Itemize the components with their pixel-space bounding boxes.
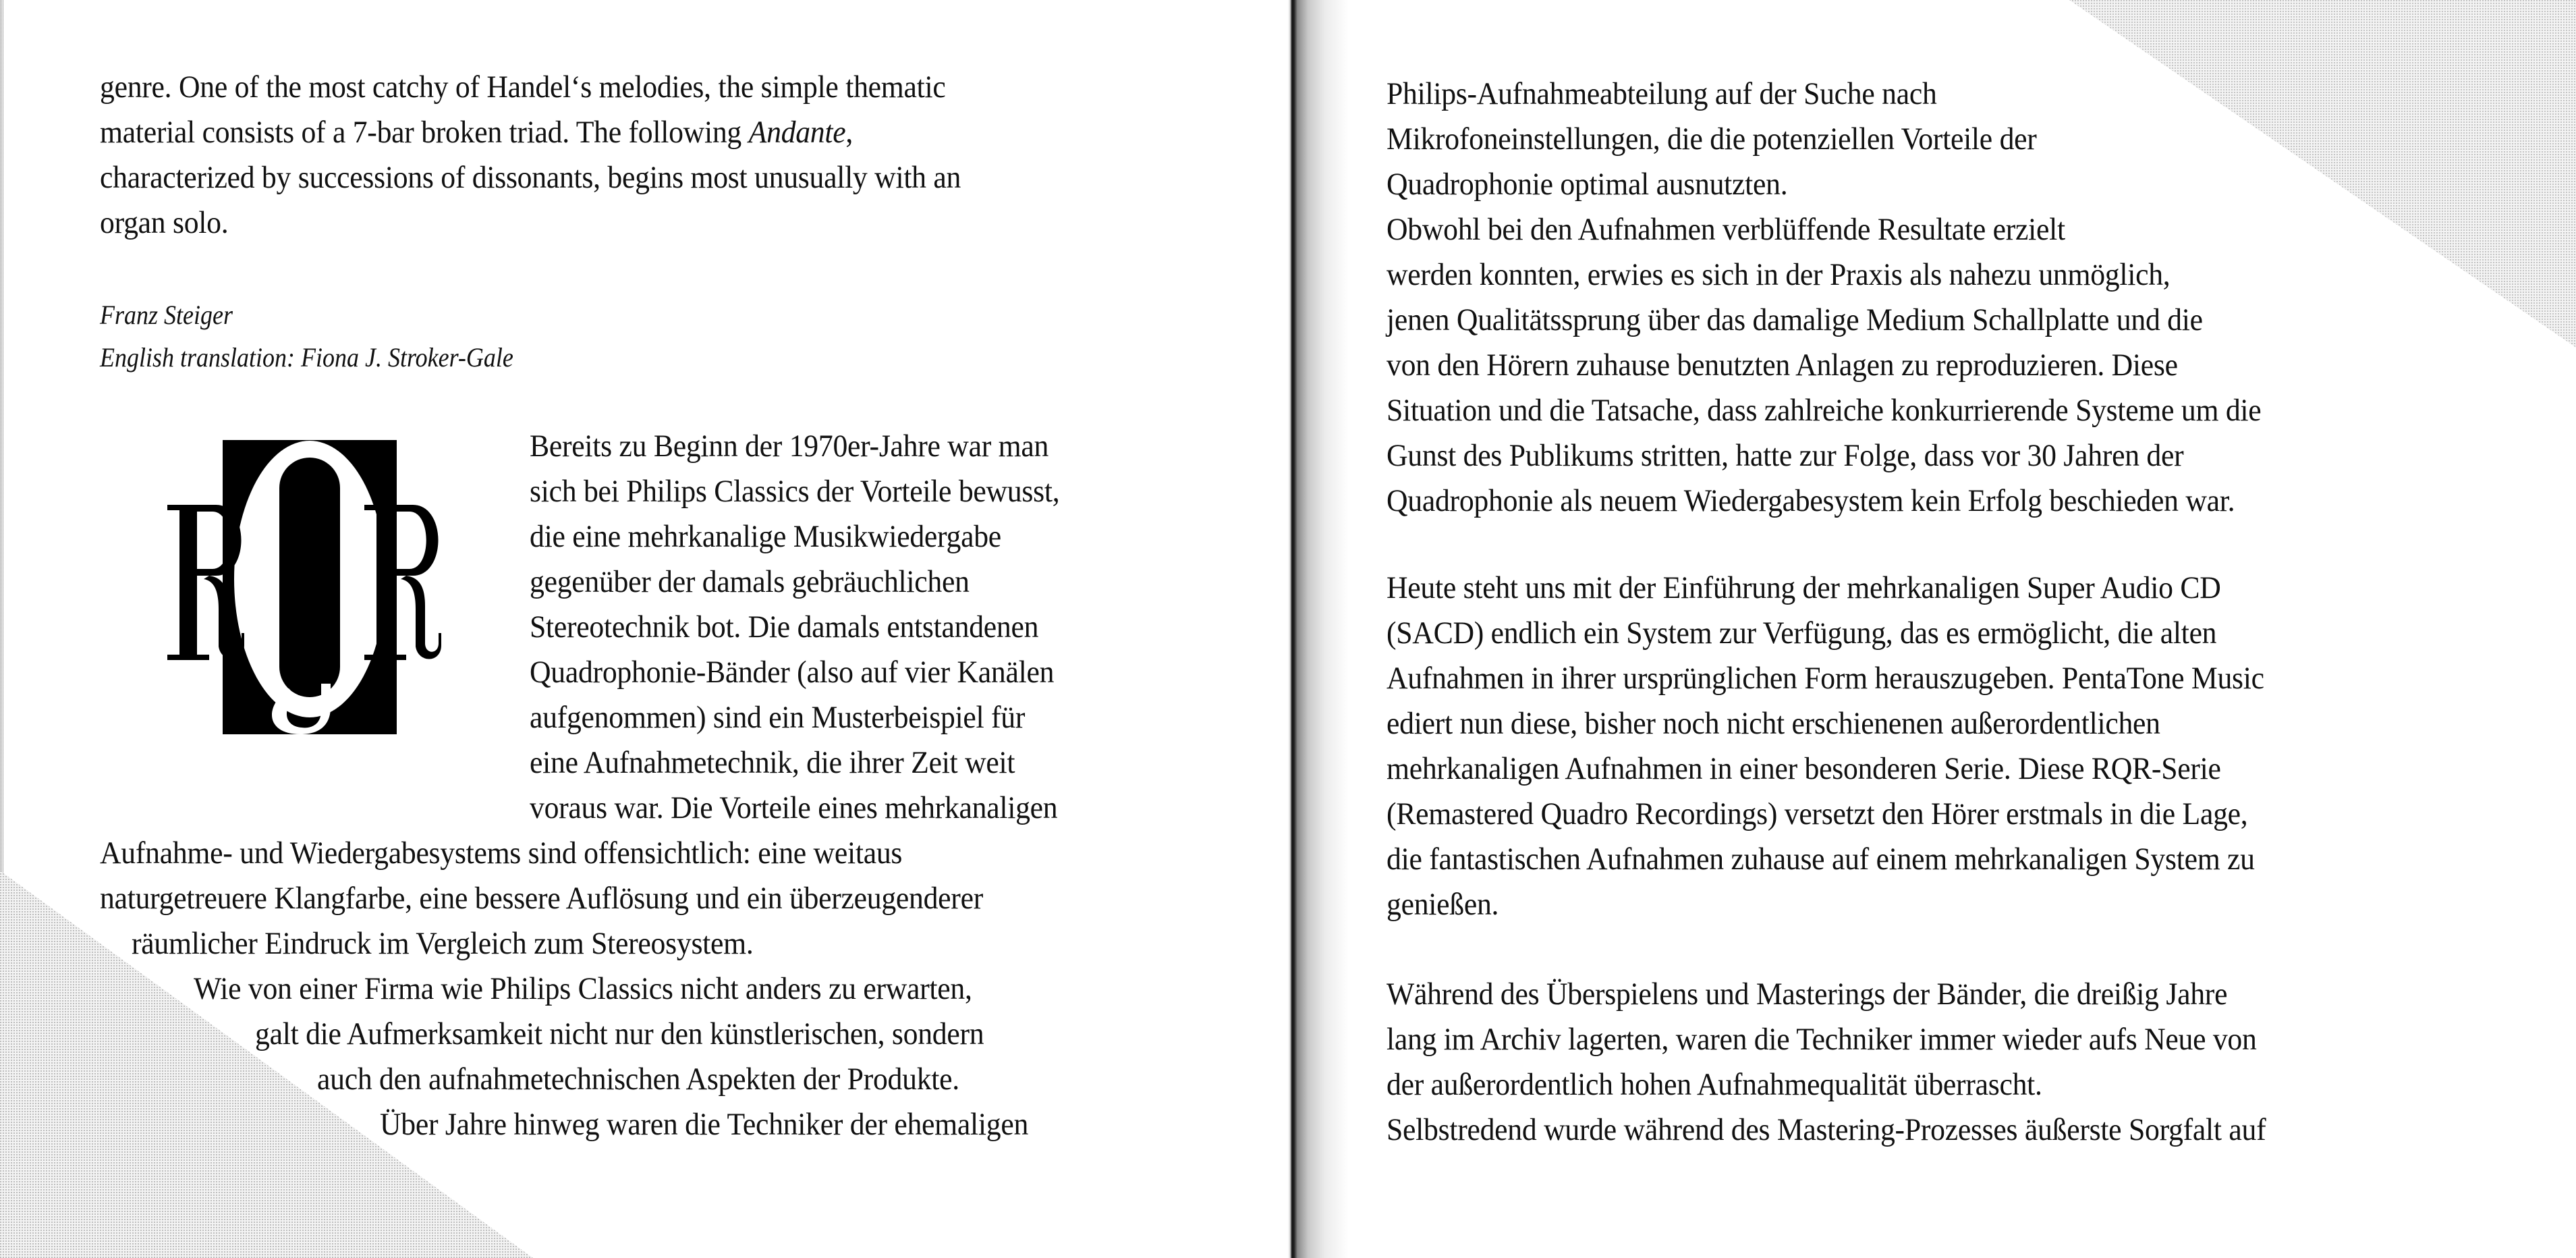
right-p3-line-2: lang im Archiv lagerten, waren die Techniker immer wieder aufs Neue von <box>1387 1022 2257 1057</box>
right-p1-line-4: Obwohl bei den Aufnahmen verblüffende Resultate erzielt <box>1387 212 2065 247</box>
right-p1-line-3: Quadrophonie optimal ausnutzten. <box>1387 167 1788 202</box>
right-p1-line-2: Mikrofoneinstellungen, die die potenziellen Vorteile der <box>1387 121 2037 157</box>
right-p1-line-6: jenen Qualitätssprung über das damalige Medium Schallplatte und die <box>1387 302 2203 337</box>
right-p2-line-3: Aufnahmen in ihrer ursprünglichen Form herauszugeben. PentaTone Music <box>1387 661 2264 696</box>
right-p2-line-6: (Remastered Quadro Recordings) versetzt den Hörer erstmals in die Lage, <box>1387 796 2248 831</box>
rqr-logo <box>162 437 445 741</box>
german-line-15: auch den aufnahmetechnischen Aspekten der Produkte. <box>317 1062 959 1097</box>
german-line-9: voraus war. Die Vorteile eines mehrkanaligen <box>530 790 1058 825</box>
intro-line-2 <box>100 110 853 155</box>
right-p1-line-7: von den Hörern zuhause benutzten Anlagen zu reproduzieren. Diese <box>1387 348 2178 383</box>
german-line-12: räumlicher Eindruck im Vergleich zum Stereosystem. <box>132 926 754 961</box>
right-p1-line-10: Quadrophonie als neuem Wiedergabesystem kein Erfolg beschieden war. <box>1387 483 2235 518</box>
intro-line-2-text: material consists of a 7-bar broken triad. The following <box>100 115 749 150</box>
right-page <box>1293 0 2576 1258</box>
german-line-8: eine Aufnahmetechnik, die ihrer Zeit weit <box>530 745 1015 780</box>
german-line-16: Über Jahre hinweg waren die Techniker der ehemaligen <box>380 1107 1029 1142</box>
right-p1-line-9: Gunst des Publikums stritten, hatte zur Folge, dass vor 30 Jahren der <box>1387 438 2184 473</box>
right-p1-line-8: Situation und die Tatsache, dass zahlreiche konkurrierende Systeme um die <box>1387 393 2262 428</box>
right-p2-line-8: genießen. <box>1387 887 1499 922</box>
right-p2-line-4: ediert nun diese, bisher noch nicht erschienenen außerordentlichen <box>1387 706 2160 741</box>
german-line-7: aufgenommen) sind ein Musterbeispiel für <box>530 700 1026 735</box>
right-p3-line-4: Selbstredend wurde während des Mastering-Prozesses äußerste Sorgfalt auf <box>1387 1112 2266 1147</box>
german-line-6: Quadrophonie-Bänder (also auf vier Kanälen <box>530 655 1055 690</box>
author-name: Franz Steiger <box>100 300 233 330</box>
german-line-2: sich bei Philips Classics der Vorteile bewusst, <box>530 474 1060 509</box>
intro-line-3: characterized by successions of dissonants, begins most unusually with an <box>100 160 961 195</box>
right-p3-line-3: der außerordentlich hohen Aufnahmequalität überrascht. <box>1387 1067 2042 1102</box>
right-p2-line-7: die fantastischen Aufnahmen zuhause auf einem mehrkanaligen System zu <box>1387 842 2255 877</box>
intro-line-4: organ solo. <box>100 205 229 240</box>
german-line-10: Aufnahme- und Wiedergabesystems sind offensichtlich: eine weitaus <box>100 836 903 871</box>
translation-credit: English translation: Fiona J. Stroker-Gale <box>100 342 513 373</box>
right-p2-line-2: (SACD) endlich ein System zur Verfügung, das es ermöglicht, die alten <box>1387 616 2217 651</box>
booklet-spine-fold <box>1288 0 1349 1258</box>
german-line-4: gegenüber der damals gebräuchlichen <box>530 564 970 599</box>
right-p2-line-1: Heute steht uns mit der Einführung der mehrkanaligen Super Audio CD <box>1387 570 2221 605</box>
intro-line-1: genre. One of the most catchy of Handel‘s melodies, the simple thematic <box>100 70 946 105</box>
german-line-14: galt die Aufmerksamkeit nicht nur den künstlerischen, sondern <box>255 1016 984 1051</box>
right-p1-line-5: werden konnten, erwies es sich in der Praxis als nahezu unmöglich, <box>1387 257 2171 292</box>
german-line-3: die eine mehrkanalige Musikwiedergabe <box>530 519 1001 554</box>
intro-italic-andante: Andante <box>748 115 846 150</box>
intro-italic-suffix: , <box>845 115 853 150</box>
german-line-13: Wie von einer Firma wie Philips Classics nicht anders zu erwarten, <box>194 971 972 1006</box>
right-p3-line-1: Während des Überspielens und Masterings der Bänder, die dreißig Jahre <box>1387 977 2228 1012</box>
german-line-5: Stereotechnik bot. Die damals entstandenen <box>530 609 1039 645</box>
german-line-1: Bereits zu Beginn der 1970er-Jahre war man <box>530 429 1049 464</box>
german-line-11: naturgetreuere Klangfarbe, eine bessere Auflösung und ein überzeugenderer <box>100 881 983 916</box>
right-p1-line-1: Philips-Aufnahmeabteilung auf der Suche nach <box>1387 76 1937 111</box>
right-p2-line-5: mehrkanaligen Aufnahmen in einer besonderen Serie. Diese RQR-Serie <box>1387 751 2221 786</box>
